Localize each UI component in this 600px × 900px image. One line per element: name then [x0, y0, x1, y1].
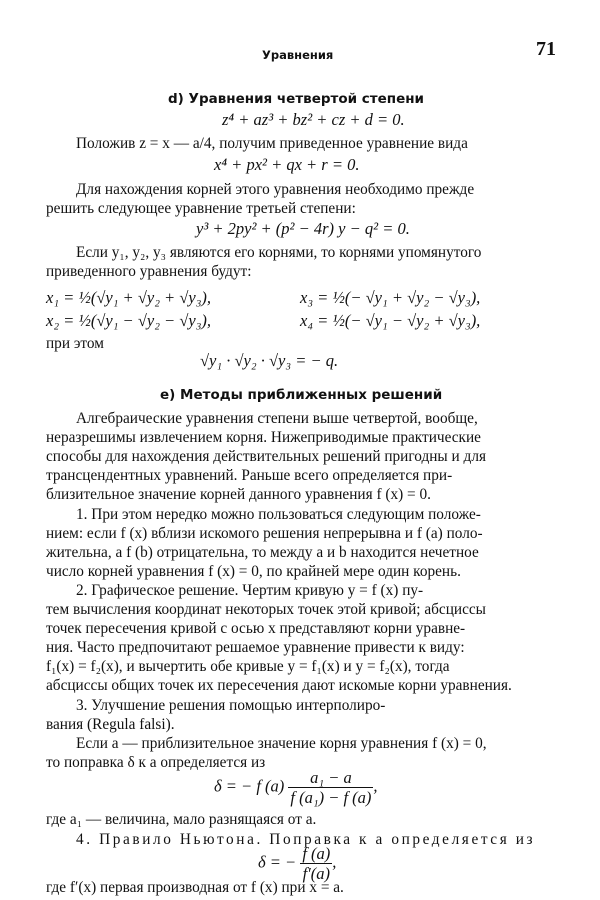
page-number: 71 — [536, 38, 556, 60]
item-1-paragraph — [46, 505, 554, 581]
text-line: 3. Улучшение решения помощью интерполиро- — [76, 697, 386, 714]
denominator: f′(a) — [302, 864, 331, 883]
text-line: 1. При этом нередко можно пользоваться следующим положе- — [76, 506, 481, 523]
item-4-after: где f′(x) первая производная от f (x) при x = a. — [46, 879, 344, 896]
text-line: Если y₁, y₂, y₃ являются его корнями, то корнями упомянутого — [76, 244, 482, 261]
resolvent-intro — [46, 180, 554, 218]
text-line: точек пересечения кривой с осью x представляют корни уравне- — [46, 620, 466, 637]
condition-label: при этом — [46, 335, 104, 352]
text-line: трансцендентных уравнений. Раньше всего определяется при- — [46, 467, 453, 484]
text-line: Для нахождения корней этого уравнения необходимо прежде — [76, 181, 475, 198]
eq-end: , — [332, 852, 337, 872]
item-3-after: где a₁ — величина, мало разнящаяся от a. — [46, 811, 317, 828]
eq-lhs: δ = − f (a) — [214, 776, 285, 796]
equation-root-condition: √y₁ · √y₂ · √y₃ = − q. — [200, 351, 339, 370]
root-x1: x₁ = ½(√y₁ + √y₂ + √y₃), — [46, 288, 212, 307]
root-x3: x₃ = ½(− √y₁ + √y₂ − √y₃), — [300, 288, 481, 307]
text-line: неразрешимы извлечением корня. Нижеприводимые практические — [46, 429, 481, 446]
equation-general-quartic: z⁴ + az³ + bz² + cz + d = 0. — [222, 110, 405, 129]
equation-reduced-quartic: x⁴ + px² + qx + r = 0. — [214, 155, 360, 174]
text-line: число корней уравнения f (x) = 0, по крайней мере один корень. — [46, 563, 461, 580]
text-line: нием: если f (x) вблизи искомого решения непрерывна и f (a) поло- — [46, 525, 483, 542]
text-line: f₁(x) = f₂(x), и вычертить обе кривые y = f₁(x) и y = f₂(x), тогда — [46, 658, 450, 675]
text-line: решить следующее уравнение третьей степени: — [46, 200, 356, 217]
section-e-title: e) Методы приближенных решений — [160, 387, 443, 403]
item-3-heading — [46, 696, 554, 734]
denominator: f (a₁) − f (a) — [290, 788, 372, 807]
numerator: f (a) — [302, 844, 331, 863]
item-2-paragraph — [46, 581, 554, 695]
roots-intro — [46, 243, 554, 281]
intro-paragraph — [46, 409, 554, 504]
text-line: ния. Часто предпочитают решаемое уравнение привести к виду: — [46, 639, 465, 656]
root-x4: x₄ = ½(− √y₁ − √y₂ + √y₃), — [300, 311, 481, 330]
text-line: приведенного уравнения будут: — [46, 263, 252, 280]
text-line: тем вычисления координат некоторых точек этой кривой; абсциссы — [46, 601, 486, 618]
equation-resolvent-cubic: y³ + 2py² + (p² − 4r) y − q² = 0. — [196, 219, 410, 238]
eq-lhs: δ = − — [258, 852, 297, 872]
text-line: 4. Правило Ньютона. Поправка к a определяется из — [76, 831, 536, 848]
text-line: близительное значение корней данного уравнения f (x) = 0. — [46, 486, 431, 503]
numerator: a₁ − a — [288, 768, 373, 788]
substitution-line: Положив z = x — a/4, получим приведенное уравнение вида — [76, 135, 468, 152]
root-x2: x₂ = ½(√y₁ − √y₂ − √y₃), — [46, 311, 212, 330]
equation-regula-falsi — [214, 768, 378, 807]
item-3-text — [46, 734, 554, 772]
fraction — [288, 768, 373, 807]
text-line: жительна, а f (b) отрицательна, то между a и b находится нечетное — [46, 544, 479, 561]
text-line: то поправка δ к a определяется из — [46, 754, 266, 771]
text-line: абсциссы общих точек их пересечения дают искомые корни уравнения. — [46, 677, 512, 694]
running-title: Уравнения — [262, 48, 334, 62]
text-line: вания (Regula falsi). — [46, 716, 175, 733]
section-d-title: d) Уравнения четвертой степени — [168, 91, 425, 107]
text-line: 2. Графическое решение. Чертим кривую y = f (x) пу- — [76, 582, 424, 599]
text-line: Если a — приблизительное значение корня уравнения f (x) = 0, — [76, 735, 487, 752]
eq-end: , — [373, 776, 378, 796]
text-line: Алгебраические уравнения степени выше четвертой, вообще, — [76, 410, 478, 427]
text-line: способы для нахождения действительных решений пригодны и для — [46, 448, 486, 465]
